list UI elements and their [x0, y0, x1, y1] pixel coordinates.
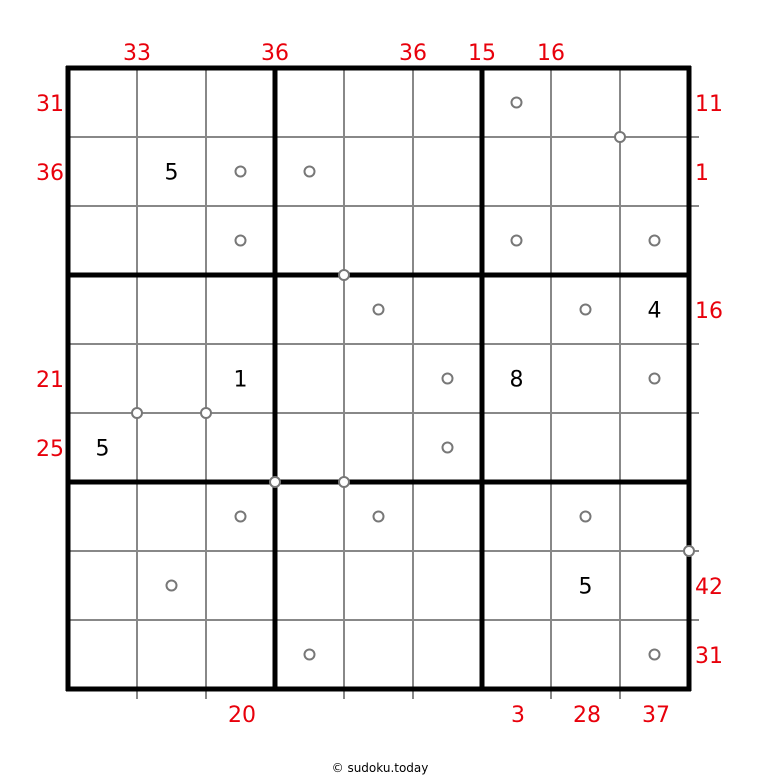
sudoku-cell[interactable]: [206, 137, 275, 206]
sudoku-cell[interactable]: [482, 482, 551, 551]
sudoku-cell[interactable]: [275, 482, 344, 551]
bottom-clue: 20: [228, 703, 256, 728]
sudoku-cell[interactable]: [206, 482, 275, 551]
left-clue: 36: [36, 161, 64, 186]
sudoku-cell[interactable]: [413, 413, 482, 482]
sudoku-cell[interactable]: [551, 413, 620, 482]
sudoku-cell[interactable]: [620, 551, 689, 620]
sudoku-cell[interactable]: [482, 137, 551, 206]
top-clue: 33: [123, 41, 151, 66]
cell-grid[interactable]: [68, 68, 689, 689]
sudoku-cell[interactable]: [620, 482, 689, 551]
sudoku-cell[interactable]: [68, 482, 137, 551]
right-clue: 16: [695, 299, 723, 324]
sudoku-cell[interactable]: [482, 620, 551, 689]
sudoku-cell[interactable]: [137, 275, 206, 344]
sudoku-cell[interactable]: [137, 551, 206, 620]
given-digit: 1: [233, 367, 248, 393]
sudoku-cell[interactable]: [344, 551, 413, 620]
sudoku-cell[interactable]: [137, 413, 206, 482]
sudoku-cell[interactable]: [551, 275, 620, 344]
sudoku-cell[interactable]: [413, 68, 482, 137]
sudoku-cell[interactable]: [551, 137, 620, 206]
sudoku-cell[interactable]: [344, 482, 413, 551]
sudoku-cell[interactable]: [275, 413, 344, 482]
sudoku-cell[interactable]: [137, 482, 206, 551]
sudoku-cell[interactable]: [413, 137, 482, 206]
left-clue: 25: [36, 437, 64, 462]
sudoku-cell[interactable]: [620, 206, 689, 275]
left-clue: 31: [36, 92, 64, 117]
sudoku-cell[interactable]: [482, 68, 551, 137]
sudoku-cell[interactable]: [137, 206, 206, 275]
sudoku-cell[interactable]: [482, 275, 551, 344]
bottom-clue: 28: [573, 703, 601, 728]
sudoku-cell[interactable]: [137, 68, 206, 137]
sudoku-cell[interactable]: [344, 275, 413, 344]
sudoku-cell[interactable]: [620, 344, 689, 413]
footer-credit: © sudoku.today: [331, 761, 429, 775]
sudoku-cell[interactable]: [620, 620, 689, 689]
sudoku-cell[interactable]: [344, 413, 413, 482]
sudoku-cell[interactable]: [206, 206, 275, 275]
sudoku-cell[interactable]: [68, 137, 137, 206]
sudoku-cell[interactable]: [551, 482, 620, 551]
sudoku-cell[interactable]: [68, 551, 137, 620]
top-clue: 36: [261, 41, 289, 66]
sudoku-cell[interactable]: [68, 275, 137, 344]
sudoku-cell[interactable]: [551, 206, 620, 275]
sudoku-cell[interactable]: [482, 413, 551, 482]
sudoku-cell[interactable]: [413, 275, 482, 344]
right-clue: 42: [695, 575, 723, 600]
sudoku-cell[interactable]: [413, 551, 482, 620]
given-digit: 5: [95, 436, 110, 462]
sudoku-cell[interactable]: [68, 206, 137, 275]
sudoku-cell[interactable]: [344, 206, 413, 275]
sudoku-cell[interactable]: [206, 68, 275, 137]
sudoku-cell[interactable]: [137, 620, 206, 689]
sudoku-cell[interactable]: [344, 137, 413, 206]
sudoku-cell[interactable]: [413, 344, 482, 413]
sudoku-cell[interactable]: [275, 620, 344, 689]
sudoku-cell[interactable]: [344, 620, 413, 689]
sudoku-cell[interactable]: [275, 551, 344, 620]
given-digit: 5: [578, 574, 593, 600]
top-clue: 15: [468, 41, 496, 66]
sudoku-cell[interactable]: [344, 344, 413, 413]
sudoku-cell[interactable]: [413, 482, 482, 551]
given-digit: 5: [164, 160, 179, 186]
sudoku-cell[interactable]: [551, 344, 620, 413]
sudoku-cell[interactable]: [275, 275, 344, 344]
bottom-clue: 37: [642, 703, 670, 728]
sudoku-cell[interactable]: [413, 620, 482, 689]
sudoku-cell[interactable]: [275, 68, 344, 137]
sudoku-cell[interactable]: [551, 68, 620, 137]
top-clue: 36: [399, 41, 427, 66]
top-clue: 16: [537, 41, 565, 66]
bottom-clue: 3: [511, 703, 525, 728]
sudoku-cell[interactable]: [206, 551, 275, 620]
sudoku-cell[interactable]: [137, 344, 206, 413]
sudoku-cell[interactable]: [413, 206, 482, 275]
sudoku-cell[interactable]: [620, 413, 689, 482]
sudoku-cell[interactable]: [68, 344, 137, 413]
right-clue: 11: [695, 92, 723, 117]
right-clue: 31: [695, 644, 723, 669]
sudoku-cell[interactable]: [482, 206, 551, 275]
left-clue: 21: [36, 368, 64, 393]
sudoku-cell[interactable]: [275, 206, 344, 275]
sudoku-cell[interactable]: [620, 137, 689, 206]
sudoku-cell[interactable]: [206, 275, 275, 344]
sudoku-cell[interactable]: [275, 344, 344, 413]
given-digit: 4: [647, 298, 662, 324]
sudoku-cell[interactable]: [206, 413, 275, 482]
right-clue: 1: [695, 161, 709, 186]
sudoku-cell[interactable]: [344, 68, 413, 137]
sudoku-cell[interactable]: [68, 620, 137, 689]
sudoku-cell[interactable]: [68, 68, 137, 137]
sudoku-cell[interactable]: [620, 68, 689, 137]
sudoku-cell[interactable]: [206, 620, 275, 689]
given-digit: 8: [509, 367, 524, 393]
sudoku-cell[interactable]: [551, 620, 620, 689]
sudoku-cell[interactable]: [275, 137, 344, 206]
sudoku-cell[interactable]: [482, 551, 551, 620]
